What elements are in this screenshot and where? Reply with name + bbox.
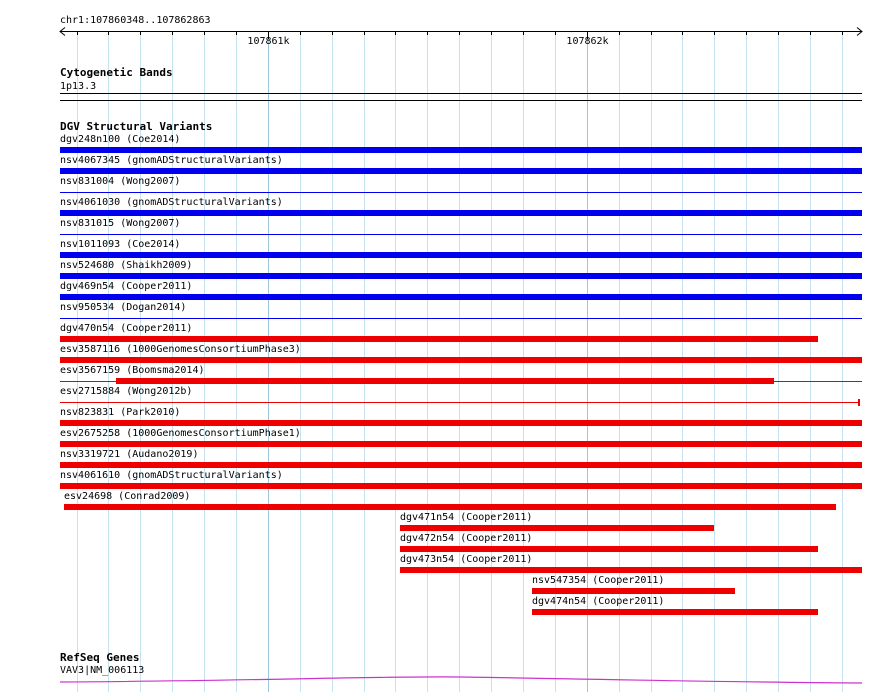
sv-feature-label[interactable]: dgv471n54 (Cooper2011) [400, 512, 533, 523]
sv-loss-bar[interactable] [60, 357, 862, 363]
sv-feature-label[interactable]: esv2675258 (1000GenomesConsortiumPhase1) [60, 428, 301, 439]
sv-loss-bar[interactable] [532, 609, 818, 615]
sv-gain-bar[interactable] [60, 192, 862, 193]
sv-loss-bar[interactable] [60, 441, 862, 447]
sv-feature-label[interactable]: nsv4067345 (gnomADStructuralVariants) [60, 155, 283, 166]
sv-feature-end-cap [858, 399, 860, 406]
location-label: chr1:107860348..107862863 [60, 15, 211, 26]
sv-feature-label[interactable]: nsv831015 (Wong2007) [60, 218, 181, 229]
sv-loss-bar[interactable] [400, 546, 818, 552]
sv-loss-bar[interactable] [532, 588, 735, 594]
sv-gain-bar[interactable] [60, 147, 862, 153]
sv-loss-bar[interactable] [60, 402, 859, 403]
sv-feature-label[interactable]: esv2715884 (Wong2012b) [60, 386, 193, 397]
sv-feature-label[interactable]: esv3587116 (1000GenomesConsortiumPhase3) [60, 344, 301, 355]
sv-feature-label[interactable]: nsv547354 (Cooper2011) [532, 575, 665, 586]
sv-feature-label[interactable]: esv3567159 (Boomsma2014) [60, 365, 205, 376]
sv-feature-label[interactable]: nsv831004 (Wong2007) [60, 176, 181, 187]
refseq-gene-line[interactable] [60, 677, 862, 683]
cytoband-top-border [60, 93, 862, 94]
sv-loss-bar[interactable] [400, 525, 714, 531]
sv-gain-bar[interactable] [60, 210, 862, 216]
refseq-gene-feature[interactable] [0, 676, 890, 692]
cytoband-bottom-border [60, 100, 862, 101]
sv-loss-bar[interactable] [60, 420, 862, 426]
refseq-gene-label[interactable]: VAV3|NM_006113 [60, 665, 145, 676]
sv-gain-bar[interactable] [60, 318, 862, 319]
sv-gain-bar[interactable] [60, 252, 862, 258]
sv-feature-label[interactable]: nsv4061610 (gnomADStructuralVariants) [60, 470, 283, 481]
sv-feature-label[interactable]: nsv823831 (Park2010) [60, 407, 181, 418]
cytoband-label: 1p13.3 [60, 81, 97, 92]
sv-feature-label[interactable]: dgv473n54 (Cooper2011) [400, 554, 533, 565]
sv-feature-label[interactable]: nsv4061030 (gnomADStructuralVariants) [60, 197, 283, 208]
sv-gain-bar[interactable] [60, 294, 862, 300]
sv-loss-bar[interactable] [64, 504, 836, 510]
sv-gain-bar[interactable] [60, 234, 862, 235]
sv-feature-label[interactable]: nsv3319721 (Audano2019) [60, 449, 199, 460]
sv-feature-label[interactable]: dgv469n54 (Cooper2011) [60, 281, 193, 292]
sv-loss-bar-core[interactable] [116, 378, 774, 384]
sv-gain-bar[interactable] [60, 168, 862, 174]
sv-loss-bar[interactable] [60, 336, 818, 342]
sv-gain-bar[interactable] [60, 273, 862, 279]
sv-feature-label[interactable]: dgv470n54 (Cooper2011) [60, 323, 193, 334]
sv-feature-label[interactable]: dgv474n54 (Cooper2011) [532, 596, 665, 607]
sv-feature-label[interactable]: nsv950534 (Dogan2014) [60, 302, 187, 313]
dgv-track-title[interactable]: DGV Structural Variants [60, 120, 213, 133]
ruler-major-label: 107861k [247, 36, 290, 47]
sv-feature-label[interactable]: dgv472n54 (Cooper2011) [400, 533, 533, 544]
refseq-track-title[interactable]: RefSeq Genes [60, 651, 140, 664]
sv-loss-bar[interactable] [60, 483, 862, 489]
sv-loss-bar[interactable] [60, 462, 862, 468]
cytoband-track-title[interactable]: Cytogenetic Bands [60, 66, 173, 79]
sv-loss-bar[interactable] [400, 567, 862, 573]
sv-feature-label[interactable]: nsv1011093 (Coe2014) [60, 239, 181, 250]
ruler-major-label: 107862k [566, 36, 609, 47]
sv-feature-label[interactable]: esv24698 (Conrad2009) [64, 491, 191, 502]
ruler [0, 26, 890, 71]
sv-feature-label[interactable]: nsv524680 (Shaikh2009) [60, 260, 193, 271]
sv-feature-label[interactable]: dgv248n100 (Coe2014) [60, 134, 181, 145]
